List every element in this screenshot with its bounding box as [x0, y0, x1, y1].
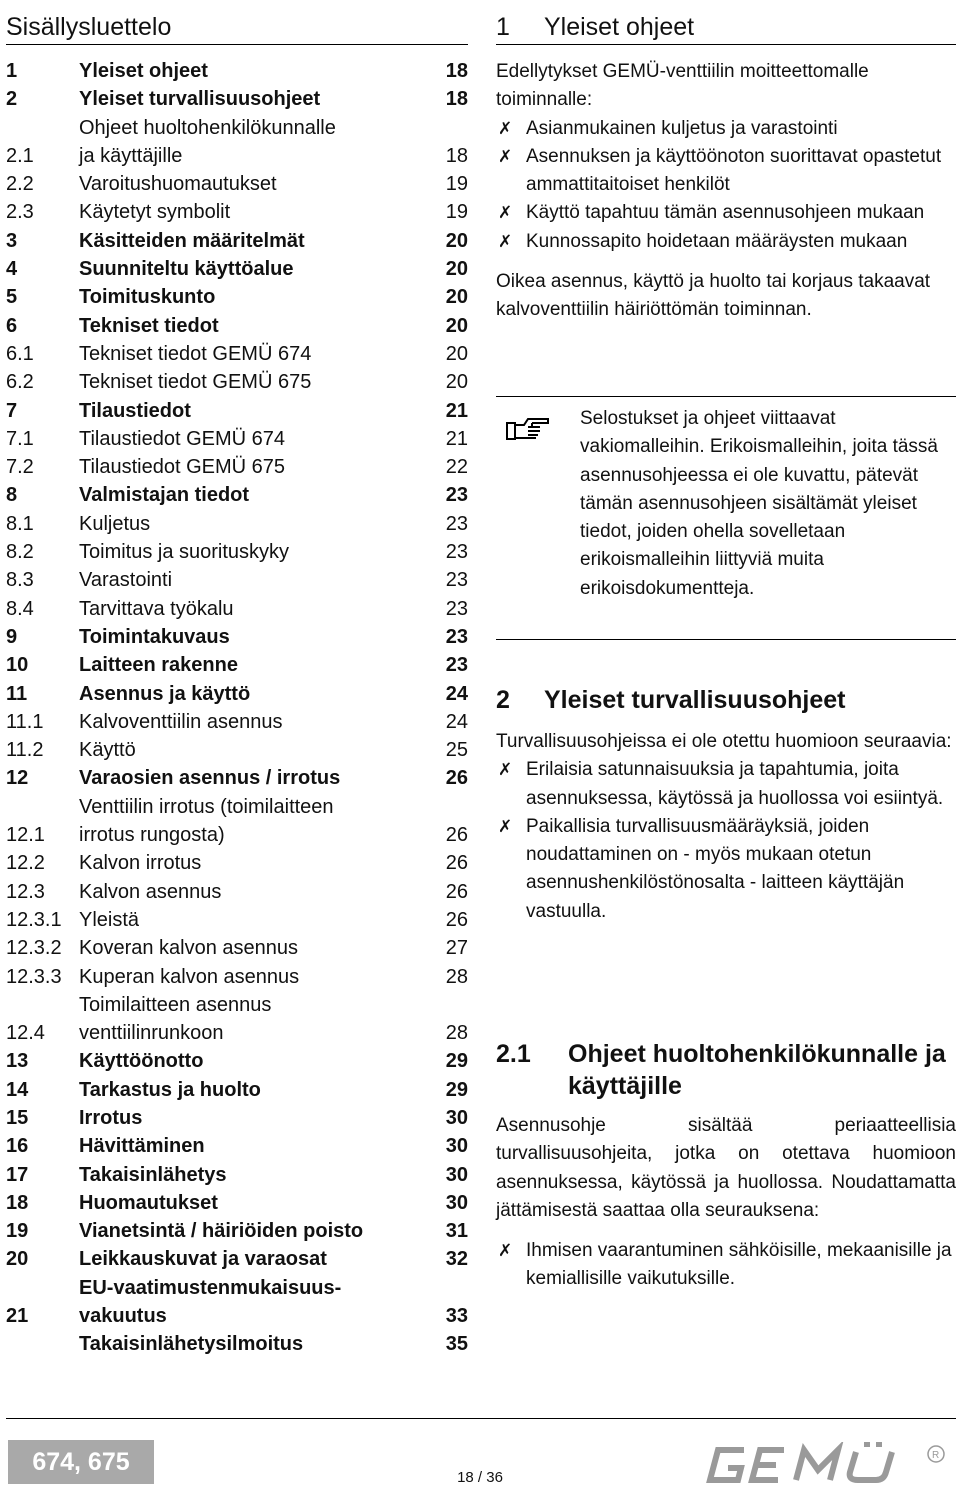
toc-entry [6, 57, 468, 85]
section-1-heading [496, 10, 956, 45]
toc-title [79, 538, 428, 566]
toc-entry [6, 736, 468, 764]
toc-title [79, 991, 428, 1048]
section-2 [496, 684, 956, 926]
toc-title-line: Suunniteltu käyttöalue [79, 258, 294, 281]
toc-entry [6, 481, 468, 509]
note-box [496, 396, 956, 640]
toc-title [79, 1217, 428, 1245]
toc-number: 12.3.3 [6, 965, 62, 988]
toc-page: 20 [445, 258, 468, 281]
toc-number: 9 [6, 625, 18, 648]
footer-divider [6, 1418, 956, 1419]
toc-title [79, 1047, 428, 1075]
toc-title [79, 1104, 428, 1132]
toc-number: 12.2 [6, 852, 45, 875]
toc-title-line: Kalvon asennus [79, 880, 222, 903]
toc-title-line: EU-vaatimustenmukaisuus- [79, 1276, 342, 1299]
toc-title [79, 1132, 428, 1160]
toc-title-line: Takaisinlähetys [79, 1163, 227, 1186]
toc-page: 29 [445, 1078, 468, 1101]
toc-title [79, 736, 428, 764]
toc-page: 20 [445, 286, 468, 309]
toc-title [79, 255, 428, 283]
toc-page: 26 [445, 767, 468, 790]
section-title: Yleiset ohjeet [544, 13, 695, 41]
section-1-bullet-list [496, 115, 956, 256]
toc-title-line: Varaosien asennus / irrotus [79, 767, 341, 790]
toc-entry [6, 708, 468, 736]
toc-page: 23 [445, 625, 468, 648]
toc-title [79, 397, 428, 425]
toc-entry [6, 368, 468, 396]
toc-number: 12 [6, 767, 29, 790]
toc-title-line: Ohjeet huoltohenkilökunnalle [79, 116, 336, 139]
toc-entry [6, 1245, 468, 1273]
toc-number: 12.3.1 [6, 908, 62, 931]
svg-text:R: R [932, 1450, 940, 1461]
toc-title-line: Tilaustiedot GEMÜ 674 [79, 427, 286, 450]
toc-page: 23 [445, 569, 468, 592]
toc-number: 20 [6, 1248, 29, 1271]
toc-title [79, 368, 428, 396]
section-number: 1 [496, 13, 510, 41]
toc-number: 7 [6, 399, 18, 422]
toc-number: 18 [6, 1191, 29, 1214]
toc-number: 11.1 [6, 710, 44, 733]
toc-title-line: Venttiilin irrotus (toimilaitteen [79, 795, 334, 818]
list-item: ✗ Ihmisen vaarantuminen sähköisille, mekaanisille ja kemiallisille vaikutuksille. [496, 1237, 956, 1294]
toc-title [79, 566, 428, 594]
toc-title [79, 283, 428, 311]
toc-page: 20 [445, 314, 468, 337]
toc-page: 23 [445, 541, 468, 564]
toc-title-line: Kalvoventtiilin asennus [79, 710, 283, 733]
toc-title: Sisällysluettelo [6, 10, 468, 45]
toc-title-line: Takaisinlähetysilmoitus [79, 1333, 304, 1356]
toc-number: 12.3 [6, 880, 45, 903]
toc-page: 26 [445, 880, 468, 903]
toc-page: 24 [445, 710, 468, 733]
toc-page: 19 [445, 201, 468, 224]
toc-title [79, 57, 428, 85]
toc-number: 12.4 [6, 1022, 45, 1045]
toc-title-line: vakuutus [79, 1305, 167, 1328]
toc-title-line: Valmistajan tiedot [79, 484, 250, 507]
toc-page: 20 [445, 342, 468, 365]
section-number: 2 [496, 686, 510, 714]
section-2-1-body: Asennusohje sisältää periaatteellisia turvallisuusohjeita, jotka on otettava huomioon asennuksessa, käytössä ja huollossa. Noudattamatta jättämisestä saattaa olla seurauksena: [496, 1115, 956, 1221]
toc-title-line: Käyttö [79, 739, 136, 762]
toc-entry [6, 1189, 468, 1217]
toc-title [79, 1245, 428, 1273]
toc-page: 24 [445, 682, 468, 705]
toc-title-line: Koveran kalvon asennus [79, 937, 299, 960]
toc-title-line: Tarvittava työkalu [79, 597, 234, 620]
toc-title-line: Kalvon irrotus [79, 852, 202, 875]
toc-title-line: Tekniset tiedot GEMÜ 675 [79, 371, 312, 394]
table-of-contents [6, 57, 468, 1359]
toc-title [79, 595, 428, 623]
toc-number: 6.2 [6, 371, 34, 394]
toc-entry [6, 170, 468, 198]
toc-entry [6, 538, 468, 566]
toc-title [79, 878, 428, 906]
product-badge: 674, 675 [8, 1440, 154, 1484]
toc-page: 27 [445, 937, 468, 960]
toc-title [79, 481, 428, 509]
toc-title-line: Tilaustiedot [79, 399, 191, 422]
toc-page: 25 [445, 739, 468, 762]
toc-entry [6, 651, 468, 679]
list-item: ✗ Asianmukainen kuljetus ja varastointi [496, 115, 956, 143]
toc-title [79, 510, 428, 538]
toc-title-line: Käyttöönotto [79, 1050, 204, 1073]
toc-entry [6, 566, 468, 594]
toc-page: 30 [445, 1135, 468, 1158]
toc-page: 28 [445, 1022, 468, 1045]
toc-number: 12.1 [6, 824, 45, 847]
note-text: Selostukset ja ohjeet viittaavat vakiomalleihin. Erikoismalleihin, joita tässä asennusohjeessa ei ole kuvattu, pätevät tämän asennusohjeen sisältämät yleiset tiedot, joiden ohella sovelletaan erikoismalleihin liittyviä muita erikoisdokumentteja. [580, 408, 938, 599]
toc-title-line: Vianetsintä / häiriöiden poisto [79, 1220, 364, 1243]
toc-title-line: Tekniset tiedot GEMÜ 674 [79, 342, 312, 365]
toc-entry [6, 312, 468, 340]
toc-entry [6, 1274, 468, 1331]
toc-entry [6, 397, 468, 425]
toc-page: 20 [445, 229, 468, 252]
toc-title-line: Hävittäminen [79, 1135, 205, 1158]
toc-title-line: Yleiset turvallisuusohjeet [79, 88, 321, 111]
toc-number: 15 [6, 1106, 29, 1129]
section-number: 2.1 [496, 1040, 531, 1068]
toc-title [79, 114, 428, 171]
toc-number: 21 [6, 1305, 29, 1328]
toc-title [79, 198, 428, 226]
toc-page: 35 [445, 1333, 468, 1356]
toc-entry [6, 680, 468, 708]
toc-number: 7.2 [6, 456, 34, 479]
toc-number: 1 [6, 60, 18, 82]
toc-entry [6, 227, 468, 255]
toc-title [79, 849, 428, 877]
section-2-bullet-list [496, 756, 956, 926]
toc-title-line: ja käyttäjille [79, 144, 183, 167]
toc-entry [6, 595, 468, 623]
toc-entry [6, 1161, 468, 1189]
toc-entry [6, 963, 468, 991]
toc-number: 6.1 [6, 342, 34, 365]
toc-entry [6, 198, 468, 226]
toc-number: 2.2 [6, 173, 34, 196]
toc-entry [6, 623, 468, 651]
section-2-intro: Turvallisuusohjeissa ei ole otettu huomioon seuraavia: [496, 731, 952, 752]
toc-page: 23 [445, 512, 468, 535]
toc-title [79, 1076, 428, 1104]
toc-title [79, 170, 428, 198]
toc-entry [6, 1132, 468, 1160]
toc-number: 2.1 [6, 144, 34, 167]
toc-number: 5 [6, 286, 18, 309]
toc-page: 31 [445, 1220, 468, 1243]
toc-title-line: Irrotus [79, 1106, 143, 1129]
list-item: ✗ Kunnossapito hoidetaan määräysten mukaan [496, 228, 956, 256]
toc-page: 23 [445, 597, 468, 620]
toc-title [79, 934, 428, 962]
section-1-intro: Edellytykset GEMÜ-venttiilin moitteettomalle toiminnalle: [496, 61, 869, 111]
toc-number: 8.3 [6, 569, 34, 592]
toc-number: 4 [6, 258, 18, 281]
toc-title-line: irrotus rungosta) [79, 824, 225, 847]
toc-title-line: Käytetyt symbolit [79, 201, 231, 224]
toc-title-line: Leikkauskuvat ja varaosat [79, 1248, 327, 1271]
toc-title-line: Laitteen rakenne [79, 654, 238, 677]
section-1-body [496, 58, 956, 325]
toc-page: 30 [445, 1191, 468, 1214]
toc-number: 16 [6, 1135, 29, 1158]
toc-entry [6, 1047, 468, 1075]
pointing-hand-icon [506, 413, 550, 443]
list-item: ✗ Erilaisia satunnaisuuksia ja tapahtumia, joita asennuksessa, käytössä ja huollossa voi esiintyä. [496, 756, 956, 813]
toc-page: 26 [445, 824, 468, 847]
toc-title-line: Toimilaitteen asennus [79, 993, 272, 1016]
toc-title-line: Kuperan kalvon asennus [79, 965, 300, 988]
list-item: ✗ Asennuksen ja käyttöönoton suorittavat opastetut ammattitaitoiset henkilöt [496, 143, 956, 200]
toc-page: 28 [445, 965, 468, 988]
page-number: 18 / 36 [457, 1469, 503, 1486]
toc-entry [6, 283, 468, 311]
toc-number: 8.4 [6, 597, 34, 620]
toc-title [79, 651, 428, 679]
toc-title-line: Toimitus ja suorituskyky [79, 541, 290, 564]
toc-entry [6, 906, 468, 934]
toc-number: 14 [6, 1078, 29, 1101]
toc-title-line: Huomautukset [79, 1191, 218, 1214]
toc-title-line: Toimituskunto [79, 286, 216, 309]
toc-page: 26 [445, 852, 468, 875]
toc-title-line: Toimintakuvaus [79, 625, 230, 648]
toc-number: 17 [6, 1163, 29, 1186]
toc-page: 30 [445, 1163, 468, 1186]
section-2-1-heading [496, 1038, 956, 1102]
list-item: ✗ Käyttö tapahtuu tämän asennusohjeen mukaan [496, 199, 956, 227]
toc-page: 32 [445, 1248, 468, 1271]
toc-page: 30 [445, 1106, 468, 1129]
toc-entry [6, 510, 468, 538]
section-2-heading [496, 684, 956, 716]
toc-page: 33 [445, 1305, 468, 1328]
toc-page: 18 [445, 88, 468, 111]
list-item: ✗ Paikallisia turvallisuusmääräyksiä, joiden noudattaminen on - myös mukaan otetun asennushenkilöstönosalta - laitteen käyttäjän vastuulla. [496, 813, 956, 926]
toc-title [79, 708, 428, 736]
toc-number: 8 [6, 484, 18, 507]
toc-entry [6, 991, 468, 1048]
toc-title [79, 1330, 428, 1358]
toc-number: 8.2 [6, 541, 34, 564]
toc-title [79, 623, 428, 651]
toc-title-line: Asennus ja käyttö [79, 682, 251, 705]
toc-title [79, 312, 428, 340]
toc-title-line: Kuljetus [79, 512, 151, 535]
toc-number: 3 [6, 229, 18, 252]
toc-page: 21 [445, 399, 468, 422]
toc-page: 18 [445, 144, 468, 167]
toc-number: 13 [6, 1050, 29, 1073]
toc-page: 23 [445, 654, 468, 677]
toc-title [79, 764, 428, 792]
toc-entry [6, 1217, 468, 1245]
gemu-logo [704, 1442, 950, 1486]
toc-entry [6, 114, 468, 171]
toc-title-line: Tilaustiedot GEMÜ 675 [79, 456, 286, 479]
toc-entry [6, 764, 468, 792]
toc-number: 10 [6, 654, 29, 677]
toc-title [79, 1161, 428, 1189]
toc-entry [6, 793, 468, 850]
toc-title-line: Yleiset ohjeet [79, 60, 208, 82]
toc-title [79, 227, 428, 255]
toc-title [79, 1189, 428, 1217]
toc-title [79, 85, 428, 113]
toc-entry [6, 425, 468, 453]
toc-entry [6, 1104, 468, 1132]
section-title: Ohjeet huoltohenkilökunnalle ja käyttäjille [568, 1040, 946, 1100]
toc-number: 19 [6, 1220, 29, 1243]
toc-number: 7.1 [6, 427, 34, 450]
toc-title-line: Käsitteiden määritelmät [79, 229, 305, 252]
toc-number: 2.3 [6, 201, 34, 224]
toc-title [79, 680, 428, 708]
toc-page: 23 [445, 484, 468, 507]
toc-title-line: Varoitushuomautukset [79, 173, 277, 196]
section-1-outro: Oikea asennus, käyttö ja huolto tai korjaus takaavat kalvoventtiilin häiriöttömän toiminnan. [496, 271, 931, 321]
toc-page: 21 [445, 427, 468, 450]
toc-title [79, 963, 428, 991]
toc-page: 29 [445, 1050, 468, 1073]
section-2-1-bullet-list [496, 1237, 956, 1294]
toc-entry [6, 849, 468, 877]
toc-entry [6, 85, 468, 113]
toc-entry [6, 1330, 468, 1358]
toc-number: 12.3.2 [6, 937, 62, 960]
toc-page: 22 [445, 456, 468, 479]
toc-title-line: Tarkastus ja huolto [79, 1078, 261, 1101]
section-2-1 [496, 1038, 956, 1294]
toc-page: 26 [445, 908, 468, 931]
toc-entry [6, 934, 468, 962]
toc-page: 18 [445, 60, 468, 82]
toc-page: 20 [445, 371, 468, 394]
toc-title [79, 453, 428, 481]
toc-title [79, 340, 428, 368]
toc-entry [6, 1076, 468, 1104]
toc-entry [6, 255, 468, 283]
toc-number: 11 [6, 682, 28, 705]
toc-title-line: Yleistä [79, 908, 140, 931]
toc-title-line: venttiilinrunkoon [79, 1022, 224, 1045]
toc-page: 19 [445, 173, 468, 196]
toc-title [79, 1274, 428, 1331]
section-title: Yleiset turvallisuusohjeet [544, 686, 846, 714]
toc-title-line: Varastointi [79, 569, 173, 592]
toc-title [79, 793, 428, 850]
toc-number: 8.1 [6, 512, 34, 535]
toc-title-line: Tekniset tiedot [79, 314, 219, 337]
toc-entry [6, 453, 468, 481]
toc-number: 6 [6, 314, 18, 337]
toc-number: 11.2 [6, 739, 44, 762]
toc-entry [6, 340, 468, 368]
toc-title [79, 906, 428, 934]
toc-entry [6, 878, 468, 906]
toc-title [79, 425, 428, 453]
toc-number: 2 [6, 88, 18, 111]
